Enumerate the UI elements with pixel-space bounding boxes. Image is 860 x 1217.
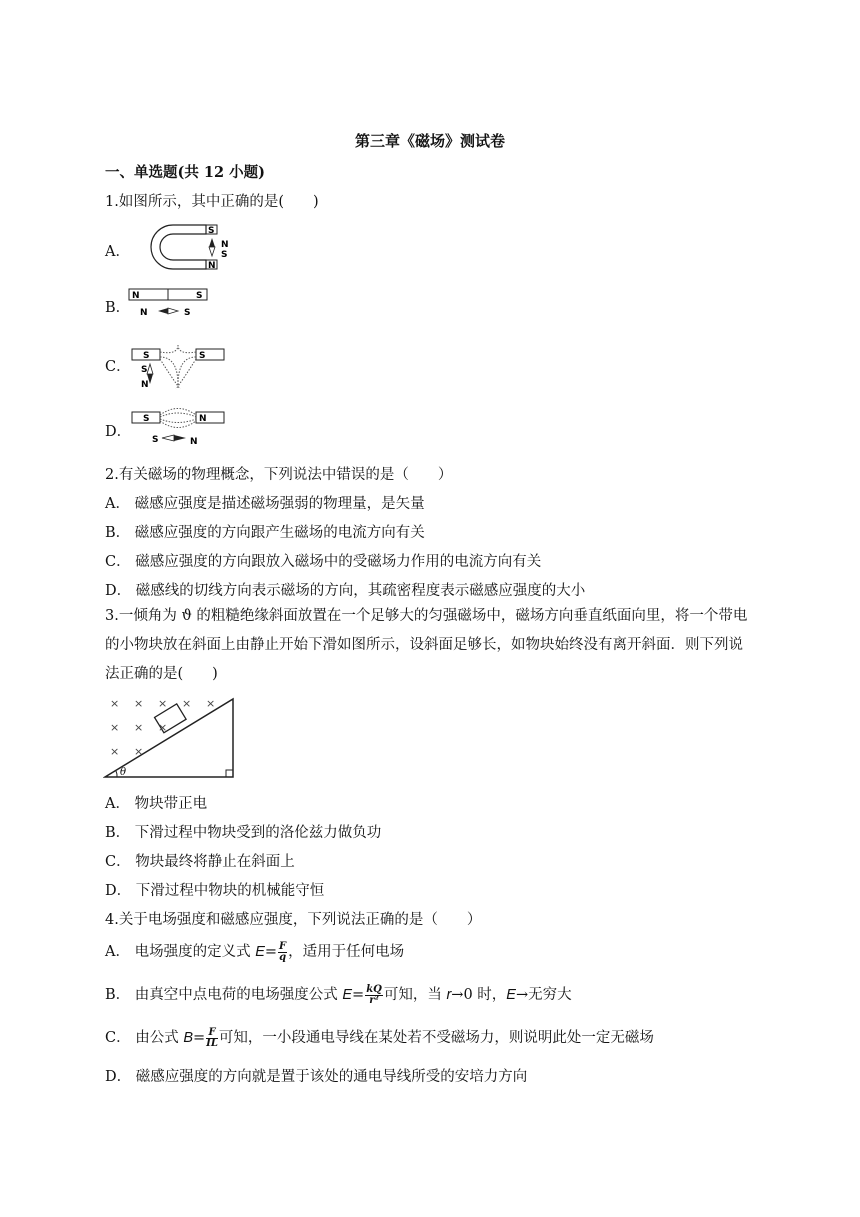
q4-option-a: A． 电场强度的定义式 E= $\frac{F}{q}$ ，适用于任何电场: [105, 940, 405, 963]
q1d-bar-s: S: [143, 414, 150, 424]
q1b-bar-n: N: [132, 291, 140, 301]
q3-incline-figure: [103, 693, 238, 781]
q1-stem: 1.如图所示，其中正确的是( ): [105, 194, 319, 210]
q2-option-a: A． 磁感应强度是描述磁场强弱的物理量，是矢量: [105, 496, 425, 512]
q1a-n-pole: N: [208, 261, 216, 271]
svg-text:×: ×: [110, 745, 120, 758]
q3-stem: 3.一倾角为 ϑ 的粗糙绝缘斜面放置在一个足够大的匀强磁场中，磁场方向垂直纸面向里，将一个带电的小物块放在斜面上由静止开始下滑如图所示，设斜面足够长，如物块始终没有离开斜面．则下列说法正确的是( ): [105, 608, 748, 682]
q2-option-c: C． 磁感应强度的方向跟放入磁场中的受磁场力作用的电流方向有关: [105, 554, 542, 570]
q1c-left-s: S: [143, 351, 150, 361]
q1d-needle-n: N: [190, 437, 198, 447]
svg-text:×: ×: [134, 721, 144, 734]
q1-figure-d: [128, 404, 228, 450]
q1d-bar-n: N: [199, 414, 207, 424]
q1-option-b: B．: [105, 300, 131, 316]
q3-option-c: C． 物块最终将静止在斜面上: [105, 854, 295, 870]
q1d-needle-s: S: [152, 435, 159, 445]
q4-option-d: D． 磁感应强度的方向就是置于该处的通电导线所受的安培力方向: [105, 1069, 528, 1085]
q1a-s-pole: S: [208, 226, 215, 236]
page-title: 第三章《磁场》测试卷: [354, 132, 505, 150]
svg-text:×: ×: [158, 721, 168, 734]
section-heading: 一、单选题(共 12 小题): [105, 164, 265, 181]
svg-text:×: ×: [134, 745, 144, 758]
q1-option-c: C．: [105, 359, 131, 375]
q1b-needle-s: S: [184, 308, 191, 318]
q4-stem: 4.关于电场强度和磁感应强度，下列说法正确的是（ ）: [105, 912, 482, 928]
q4-option-c: C． 由公式 B= $\frac{F}{IL}$ 可知，一小段通电导线在某处若不受磁场力，则说明此处一定无磁场: [105, 1026, 654, 1049]
q3-option-b: B． 下滑过程中物块受到的洛伦兹力做负功: [105, 825, 382, 841]
svg-text:×: ×: [134, 697, 144, 710]
svg-text:×: ×: [206, 697, 216, 710]
q4a-fraction: $\frac{F}{q}$: [279, 940, 287, 963]
svg-text:×: ×: [110, 697, 120, 710]
q4c-fraction: $\frac{F}{IL}$: [206, 1026, 218, 1049]
q1-figure-b: [128, 287, 218, 319]
svg-text:×: ×: [182, 697, 192, 710]
q3-option-d: D． 下滑过程中物块的机械能守恒: [105, 883, 325, 899]
q1c-right-s: S: [199, 351, 206, 361]
q1a-needle-n: N: [221, 240, 229, 250]
q1a-needle-s: S: [221, 250, 228, 260]
q2-option-d: D． 磁感线的切线方向表示磁场的方向，其疏密程度表示磁感应强度的大小: [105, 583, 586, 599]
q1c-needle-n: N: [141, 380, 149, 390]
svg-text:×: ×: [158, 697, 168, 710]
q1b-bar-s: S: [196, 291, 203, 301]
q3-option-a: A． 物块带正电: [105, 796, 208, 812]
q1c-needle-s: S: [141, 365, 148, 375]
q1-figure-a: [128, 222, 238, 272]
q1-figure-c: [128, 345, 228, 391]
q1-option-d: D．: [105, 424, 132, 440]
q3-angle-label: θ: [120, 767, 127, 778]
q4-option-b: B． 由真空中点电荷的电场强度公式 E= $\frac{kQ}{\text{r²}}$ 可知，当 r→0 时，E→无穷大: [105, 983, 572, 1006]
q2-stem: 2.有关磁场的物理概念，下列说法中错误的是（ ）: [105, 467, 453, 483]
q4b-fraction: $\frac{kQ}{\text{r²}}$: [366, 983, 382, 1006]
q1b-needle-n: N: [140, 308, 148, 318]
q1-option-a: A．: [105, 244, 130, 260]
svg-text:×: ×: [110, 721, 120, 734]
q2-option-b: B． 磁感应强度的方向跟产生磁场的电流方向有关: [105, 525, 425, 541]
